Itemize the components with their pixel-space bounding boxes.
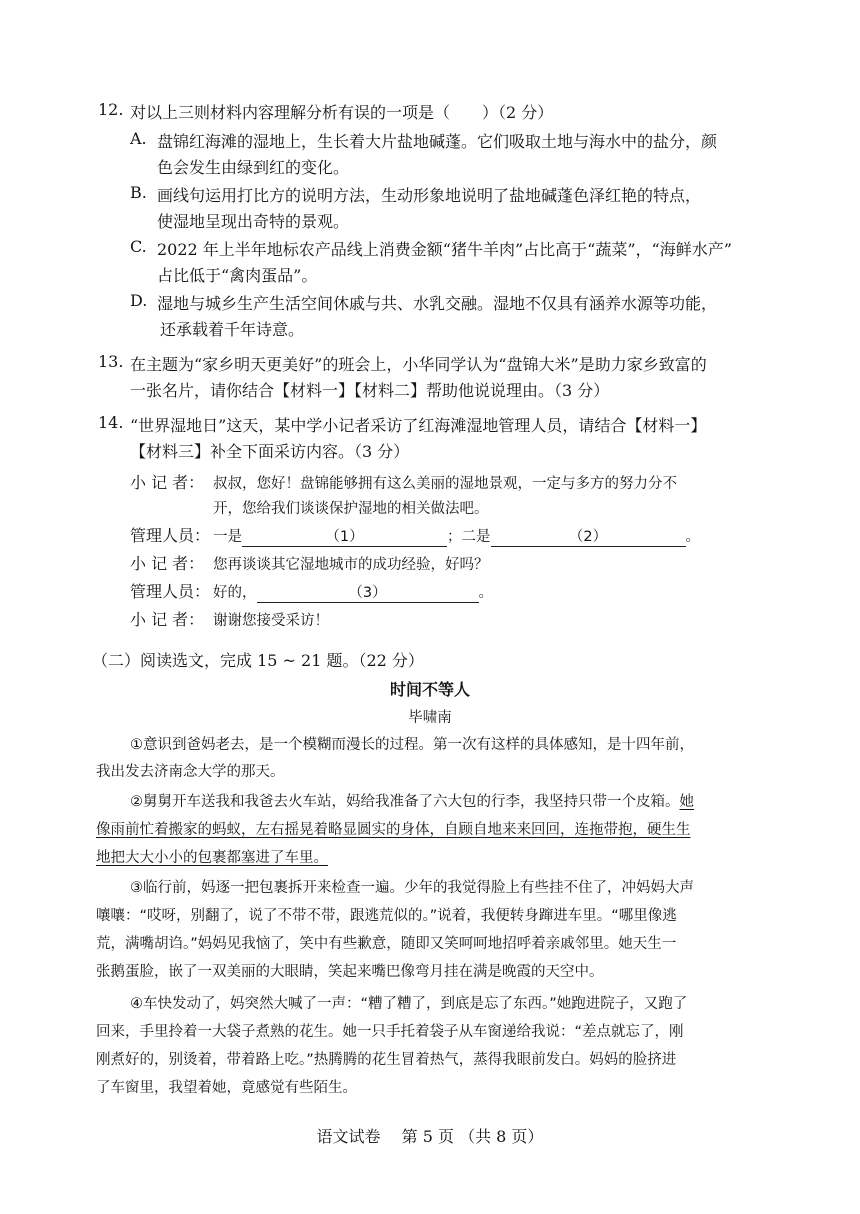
option-b-line-1: 画线句运用打比方的说明方法，生动形象地说明了盐地碱蓬色泽红艳的特点， [157, 186, 702, 205]
question-12-number: 12. [98, 100, 124, 119]
reporter-line-1b: 开，您给我们谈谈保护湿地的相关做法吧。 [213, 501, 489, 517]
option-a-line-2: 色会发生由绿到红的变化。 [157, 158, 350, 177]
manager-answer-1 [213, 525, 700, 547]
option-b-line-2: 使湿地呈现出奇特的景观。 [157, 212, 350, 231]
manager-answer-1-mid: ；二是 [447, 529, 491, 545]
answer-blank-2[interactable] [491, 525, 686, 547]
question-13-number: 13. [98, 352, 124, 371]
reporter-label-3: 小 记 者： [130, 610, 205, 629]
manager-label: 管理人员： [130, 526, 211, 545]
reporter-line-1a: 叔叔，您好！盘锦能够拥有这么美丽的湿地景观，一定与多方的努力分不 [213, 476, 677, 492]
option-c-line-2: 占比低于“禽肉蛋品”。 [157, 266, 318, 285]
underlined-sentence-line-3: 地把大大小小的包裹都塞进了车里。 [96, 850, 328, 866]
question-12-stem: 对以上三则材料内容理解分析有误的一项是（ ）（2 分） [130, 103, 554, 122]
article-author: 毕啸南 [408, 710, 452, 726]
blank-3-label: （3） [348, 585, 387, 601]
paragraph-4-line-4: 了车窗里，我望着她，竟感觉有些陌生。 [96, 1080, 357, 1096]
blank-2-label: （2） [568, 529, 608, 545]
paragraph-3-line-2: 嚷嚷：“哎呀，别翻了，说了不带不带，跟逃荒似的。”说着，我便转身蹿进车里。“哪里像逃 [96, 908, 677, 924]
option-a-line-1: 盘锦红海滩的湿地上，生长着大片盐地碱蓬。它们吸取土地与海水中的盐分，颜 [157, 132, 718, 151]
section-2-header: （二）阅读选文，完成 15 ~ 21 题。（22 分） [92, 651, 424, 670]
manager-answer-1-prefix: 一是 [213, 529, 242, 545]
question-13-line-2: 一张名片，请你结合【材料一】【材料二】帮助他说说理由。（3 分） [130, 381, 610, 400]
option-c-label: C. [130, 237, 147, 256]
page-footer: 语文试卷 第 5 页 （共 8 页） [316, 1127, 544, 1146]
blank-1-label: （1） [325, 529, 364, 545]
paragraph-1-line-2: 我出发去济南念大学的那天。 [96, 764, 285, 780]
paragraph-4-line-2: 回来，手里拎着一大袋子煮熟的花生。她一只手托着袋子从车窗递给我说：“差点就忘了，刚 [96, 1024, 684, 1040]
reporter-line-3: 谢谢您接受采访！ [213, 613, 329, 629]
paragraph-2-line-1-text: ②舅舅开车送我和我爸去火车站，妈给我准备了六大包的行李，我坚持只带一个皮箱。 [130, 794, 680, 810]
manager-answer-2-end: 。 [478, 585, 493, 601]
option-b-label: B. [130, 183, 147, 202]
option-d-label: D. [130, 291, 148, 310]
paragraph-2-line-1 [130, 790, 694, 811]
paragraph-3-line-1: ③临行前，妈逐一把包裹拆开来检查一遍。少年的我觉得脸上有些挂不住了，冲妈妈大声 [130, 880, 694, 896]
option-d-line-2: 还承载着千年诗意。 [160, 320, 305, 339]
paragraph-1-line-1: ①意识到爸妈老去，是一个模糊而漫长的过程。第一次有这样的具体感知，是十四年前， [130, 737, 694, 753]
option-c-line-1: 2022 年上半年地标农产品线上消费金额“猪牛羊肉”占比高于“蔬菜”，“海鲜水产” [157, 240, 732, 259]
paragraph-4-line-1: ④车快发动了，妈突然大喊了一声：“糟了糟了，到底是忘了东西。”她跑进院子，又跑了 [130, 996, 688, 1012]
question-14-number: 14. [98, 413, 124, 432]
paragraph-3-line-3: 荒，满嘴胡诌。”妈妈见我恼了，笑中有些歉意，随即又笑呵呵地招呼着亲戚邻里。她天生一 [96, 936, 677, 952]
reporter-label-2: 小 记 者： [130, 554, 205, 573]
option-d-line-1: 湿地与城乡生产生活空间休戚与共、水乳交融。湿地不仅具有涵养水源等功能， [157, 294, 718, 313]
manager-label-2: 管理人员： [130, 582, 211, 601]
question-14-line-2: 【材料三】补全下面采访内容。（3 分） [130, 442, 410, 461]
answer-blank-1[interactable] [242, 525, 447, 547]
underlined-sentence-line-2: 像雨前忙着搬家的蚂蚁，左右摇晃着略显圆实的身体，自顾自地来来回回，连拖带抱，硬生生 [96, 822, 691, 838]
manager-answer-1-end: 。 [685, 529, 700, 545]
reporter-line-2: 您再谈谈其它湿地城市的成功经验，好吗？ [213, 557, 489, 573]
option-a-label: A. [130, 129, 147, 148]
reporter-label: 小 记 者： [130, 473, 205, 492]
answer-blank-3[interactable] [257, 581, 479, 603]
paragraph-3-line-4: 张鹅蛋脸，嵌了一双美丽的大眼睛，笑起来嘴巴像弯月挂在满是晚霞的天空中。 [96, 964, 604, 980]
manager-answer-2 [213, 581, 493, 603]
article-title: 时间不等人 [389, 680, 470, 699]
question-13-line-1: 在主题为“家乡明天更美好”的班会上，小华同学认为“盘锦大米”是助力家乡致富的 [130, 355, 707, 374]
manager-answer-2-prefix: 好的， [213, 585, 257, 601]
question-14-line-1: “世界湿地日”这天，某中学小记者采访了红海滩湿地管理人员，请结合【材料一】 [130, 416, 707, 435]
paragraph-4-line-3: 刚煮好的，别烫着，带着路上吃。”热腾腾的花生冒着热气，蒸得我眼前发白。妈妈的脸挤进 [96, 1052, 677, 1068]
underlined-sentence-start: 她 [679, 794, 694, 810]
